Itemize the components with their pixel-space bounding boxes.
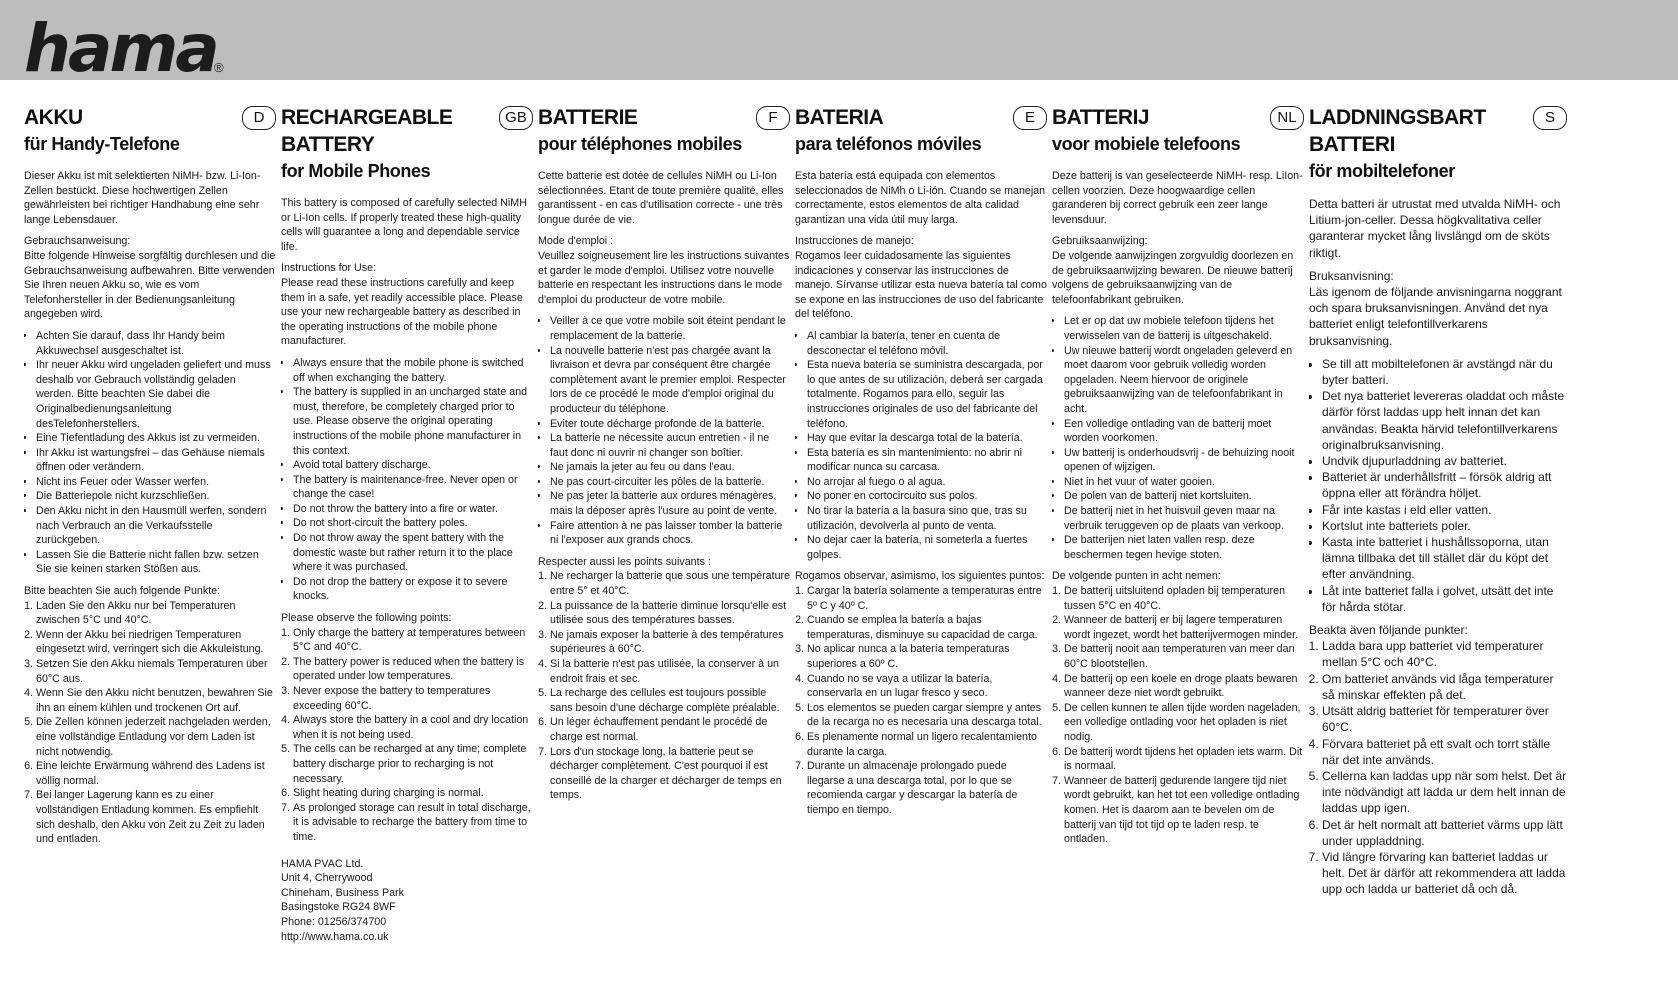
intro-paragraph: Esta batería está equipada con elementos seleccionados de NiMh o Li-ión. Cuando se manejan correctamente, estos elementos de alta calidad garantizan una vida útil muy larga. [795, 170, 1046, 226]
column-header [795, 104, 1047, 157]
language-code-badge: D [242, 106, 276, 130]
numbered-item: 3. Ne jamais exposer la batterie à des températures supérieures à 60°C. [550, 628, 790, 657]
bullet-item: • No dejar caer la batería, ni someterla a fuertes golpes. [807, 533, 1047, 562]
points-numbered-list [281, 626, 533, 845]
numbered-item: 5. La recharge des cellules est toujours possible sans besoin d'une décharge complète préalable. [550, 686, 790, 715]
bullet-item: • De batterijen niet laten vallen resp. deze beschermen tegen hevige stoten. [1064, 533, 1304, 562]
bullet-item: • Låt inte batteriet falla i golvet, utsätt det inte för hårda stötar. [1322, 583, 1567, 615]
bullet-item: • Lassen Sie die Batterie nicht fallen bzw. setzen Sie sie keinen starken Stößen aus. [36, 548, 276, 577]
intro-paragraph: Detta batteri är utrustat med utvalda NiMH- och Litium-jon-celler. Dessa högkvalitativa celler garanterar mycket lång livslängd om de sköts riktigt. [1309, 197, 1561, 260]
column-subtitle: pour téléphones mobiles [538, 134, 742, 154]
numbered-item: 4. De batterij op een koele en droge plaats bewaren wanneer deze niet wordt gebruikt. [1064, 672, 1304, 701]
numbered-item: 7. As prolonged storage can result in total discharge, it is advisable to recharge the battery from time to time. [293, 801, 533, 845]
column-swedish [1309, 104, 1567, 984]
address-line: Chineham, Business Park [281, 886, 404, 899]
hama-logo: hama [24, 10, 217, 87]
bullet-item: • Niet in het vuur of water gooien. [1064, 475, 1304, 490]
numbered-item: 3. Setzen Sie den Akku niemals Temperaturen über 60°C aus. [36, 657, 276, 686]
bullet-item: • Do not drop the battery or expose it to severe knocks. [293, 575, 533, 604]
usage-paragraph: Läs igenom de följande anvisningarna noggrant och spara bruksanvisningen. Använd det nya batteriet enligt telefontillverkarens bruksanvisning. [1309, 285, 1562, 348]
points-numbered-list [1052, 584, 1304, 847]
intro-paragraph: Deze batterij is van geselecteerde NiMH- resp. LiIon-cellen voorzien. Deze hoogwaardige cellen garanderen bij correct gebruik een zeer lange levensduur. [1052, 170, 1303, 226]
bullet-item: • La nouvelle batterie n'est pas chargée avant la livraison et devra par conséquent être chargée complètement avant le premier emploi. Respecter lors de ce procédé le mode d'emploi original du producteur du téléphone. [550, 344, 790, 417]
usage-heading: Mode d'emploi : [538, 235, 614, 248]
bullet-item: • Ne pas jeter la batterie aux ordures ménagères, mais la déposer après l'usure au point de vente. [550, 489, 790, 518]
column-subtitle: för mobiltelefoner [1309, 161, 1455, 181]
bullet-item: • Kortslut inte batteriets poler. [1322, 518, 1567, 534]
column-header [1052, 104, 1304, 157]
column-body [1309, 196, 1567, 898]
usage-paragraph: De volgende aanwijzingen zorgvuldig doorlezen en de gebruiksaanwijzing bewaren. De nieuwe batterij volgens de gebruiksaanwijzing van de telefoonfabrikant gebruiken. [1052, 249, 1294, 306]
numbered-item: 1. Ladda bara upp batteriet vid temperaturer mellan 5°C och 40°C. [1322, 638, 1567, 670]
numbered-item: 6. De batterij wordt tijdens het opladen iets warm. Dit is normaal. [1064, 745, 1304, 774]
usage-paragraph: Bitte folgende Hinweise sorgfältig durchlesen und die Gebrauchsanweisung aufbewahren. Bitte verwenden Sie Ihren neuen Akku so, wie es vom Telefonhersteller in der Bedienungsanleitung angegeben wird. [24, 249, 276, 321]
language-code-badge: S [1533, 106, 1567, 130]
points-heading: Respecter aussi les points suivants : [538, 555, 711, 568]
numbered-item: 6. Slight heating during charging is normal. [293, 786, 533, 801]
numbered-item: 6. Eine leichte Erwärmung während des Ladens ist völlig normal. [36, 759, 276, 788]
usage-paragraph: Veuillez soigneusement lire les instructions suivantes et garder le mode d'emploi. Utilisez votre nouvelle batterie en respectant les instructions dans le mode d'emploi du producteur de votre mobile. [538, 249, 790, 306]
column-english [281, 104, 533, 984]
bullet-item: • Eine Tiefentladung des Akkus ist zu vermeiden. [36, 431, 276, 446]
column-dutch [1052, 104, 1304, 984]
numbered-item: 2. Wanneer de batterij er bij lagere temperaturen wordt ingezet, wordt het batterijvermogen minder. [1064, 613, 1304, 642]
bullet-item: • Veiller à ce que votre mobile soit éteint pendant le remplacement de la batterie. [550, 314, 790, 343]
numbered-item: 1. De batterij uitsluitend opladen bij temperaturen tussen 5°C en 40°C. [1064, 584, 1304, 613]
column-body [281, 196, 533, 944]
numbered-item: 6. Es plenamente normal un ligero recalentamiento durante la carga. [807, 730, 1047, 759]
language-code-badge: F [756, 106, 790, 130]
numbered-item: 2. Cuando se emplea la batería a bajas temperaturas, disminuye su capacidad de carga. [807, 613, 1047, 642]
bullet-item: • Den Akku nicht in den Hausmüll werfen, sondern nach Verbrauch an die Verkaufsstelle zurückgeben. [36, 504, 276, 548]
column-german [24, 104, 276, 984]
bullet-item: • Do not throw the battery into a fire or water. [293, 502, 533, 517]
language-code-badge: E [1013, 106, 1047, 130]
points-heading: Beakta även följande punkter: [1309, 623, 1468, 638]
points-numbered-list [538, 569, 790, 803]
bullet-item: • Uw nieuwe batterij wordt ongeladen geleverd en moet daarom voor gebruik volledig worden opgeladen. Neem hiervoor de originele gebruiksaanwijzing van de telefoonfabrikant in acht. [1064, 344, 1304, 417]
column-body [538, 169, 790, 803]
bullet-item: • Får inte kastas i eld eller vatten. [1322, 502, 1567, 518]
column-subtitle: for Mobile Phones [281, 161, 431, 181]
points-numbered-list [24, 599, 276, 847]
bullet-item: • Se till att mobiltelefonen är avstängd när du byter batteri. [1322, 356, 1567, 388]
column-title: AKKU [24, 106, 83, 129]
address-line: http://www.hama.co.uk [281, 930, 389, 943]
column-french [538, 104, 790, 984]
usage-paragraph: Rogamos leer cuidadosamente las siguientes indicaciones y conservar las instrucciones de manejo. Sírvanse utilizar esta nueva batería tal como se expone en las instrucciones de uso del fabricante del teléfono. [795, 249, 1047, 321]
address-block [281, 857, 533, 945]
usage-heading: Gebruiksaanwijzing: [1052, 235, 1148, 248]
safety-bullet-list [281, 356, 533, 604]
points-numbered-list [1309, 638, 1567, 897]
header-band [0, 0, 1678, 80]
safety-bullet-list [24, 329, 276, 577]
column-header [1309, 104, 1567, 184]
bullet-item: • Achten Sie darauf, dass Ihr Handy beim Akkuwechsel ausgeschaltet ist. [36, 329, 276, 358]
usage-heading: Instructions for Use: [281, 262, 377, 275]
address-line: Phone: 01256/374700 [281, 915, 387, 928]
bullet-item: • Esta batería es sin mantenimiento: no abrir ni modificar nunca su carcasa. [807, 446, 1047, 475]
numbered-item: 5. Los elementos se pueden cargar siempre y antes de la recarga no es necesaria una descarga total. [807, 701, 1047, 730]
column-body [1052, 169, 1304, 847]
numbered-item: 4. Wenn Sie den Akku nicht benutzen, bewahren Sie ihn an einem kühlen und trockenen Ort auf. [36, 686, 276, 715]
bullet-item: • Al cambiar la batería, tener en cuenta de desconectar el teléfono móvil. [807, 329, 1047, 358]
column-body [795, 169, 1047, 818]
numbered-item: 1. Only charge the battery at temperatures between 5°C and 40°C. [293, 626, 533, 655]
column-title: BATERIA [795, 106, 884, 129]
numbered-item: 3. No aplicar nunca a la batería temperaturas superiores a 60º C. [807, 642, 1047, 671]
bullet-item: • Esta nueva batería se suministra descargada, por lo que antes de su utilización, deberá ser cargada totalmente. Rogamos para ello, seguir las instrucciones originales de uso del fabricante del teléfono. [807, 358, 1047, 431]
column-title: RECHARGEABLE BATTERY [281, 106, 453, 156]
bullet-item: • Batteriet är underhållsfritt – försök aldrig att öppna eller att förändra höljet. [1322, 469, 1567, 501]
safety-bullet-list [1309, 356, 1567, 615]
points-heading: Please observe the following points: [281, 612, 452, 625]
intro-paragraph: This battery is composed of carefully selected NiMH or Li-Ion cells. If properly treated these high-quality cells will guarantee a long and dependable service life. [281, 197, 527, 253]
numbered-item: 3. Utsätt aldrig batteriet för temperaturer över 60°C. [1322, 703, 1567, 735]
column-spanish [795, 104, 1047, 984]
safety-bullet-list [795, 329, 1047, 563]
points-heading: De volgende punten in acht nemen: [1052, 570, 1221, 583]
column-subtitle: für Handy-Telefone [24, 134, 180, 154]
bullet-item: • Faire attention à ne pas laisser tomber la batterie ni l'exposer aux grands chocs. [550, 519, 790, 548]
language-code-badge: NL [1270, 106, 1304, 130]
bullet-item: • La batterie ne nécessite aucun entretien - il ne faut donc ni ouvrir ni changer son boîtier. [550, 431, 790, 460]
numbered-item: 6. Un léger échauffement pendant le procédé de charge est normal. [550, 715, 790, 744]
column-header [538, 104, 790, 157]
numbered-item: 5. De cellen kunnen te allen tijde worden nageladen, een volledige ontlading voor het opladen is niet nodig. [1064, 701, 1304, 745]
bullet-item: • Ihr neuer Akku wird ungeladen geliefert und muss deshalb vor Gebrauch vollständig geladen werden. Bitte beachten Sie dabei die Originalbedienungsanleitung desTelefonherstellers. [36, 358, 276, 431]
numbered-item: 6. Det är helt normalt att batteriet värms upp lätt under uppladdning. [1322, 817, 1567, 849]
bullet-item: • Det nya batteriet levereras oladdat och måste därför först laddas upp helt innan det kan användas. Beakta härvid telefontillverkarens originalbruksanvisning. [1322, 388, 1567, 453]
numbered-item: 5. The cells can be recharged at any time; complete battery discharge prior to recharging is not necessary. [293, 742, 533, 786]
numbered-item: 1. Cargar la batería solamente a temperaturas entre 5º C y 40º C. [807, 584, 1047, 613]
language-code-badge: GB [499, 106, 533, 130]
bullet-item: • Uw batterij is onderhoudsvrij - de behuizing nooit openen of wijzigen. [1064, 446, 1304, 475]
usage-paragraph: Please read these instructions carefully and keep them in a safe, yet readily accessible place. Please use your new rechargeable battery as described in the operating instructions of the mobile phone manufacturer. [281, 276, 523, 348]
bullet-item: • Always ensure that the mobile phone is switched off when exchanging the battery. [293, 356, 533, 385]
bullet-item: • Nicht ins Feuer oder Wasser werfen. [36, 475, 276, 490]
bullet-item: • No tirar la batería a la basura sino que, tras su utilización, devolverla al punto de venta. [807, 504, 1047, 533]
numbered-item: 7. Lors d'un stockage long, la batterie peut se décharger complètement. C'est pourquoi il est conseillé de la charger et décharger de temps en temps. [550, 745, 790, 803]
safety-bullet-list [1052, 314, 1304, 562]
numbered-item: 7. Vid längre förvaring kan batteriet laddas ur helt. Det är därför att rekommendera att ladda upp och ladda ur batteriet då och då. [1322, 849, 1567, 898]
column-subtitle: para teléfonos móviles [795, 134, 982, 154]
usage-heading: Bruksanvisning: [1309, 268, 1394, 283]
bullet-item: • Ihr Akku ist wartungsfrei – das Gehäuse niemals öffnen oder verändern. [36, 446, 276, 475]
bullet-item: • Ne pas court-circuiter les pôles de la batterie. [550, 475, 790, 490]
column-subtitle: voor mobiele telefoons [1052, 134, 1241, 154]
bullet-item: • Do not short-circuit the battery poles. [293, 516, 533, 531]
bullet-item: • Undvik djupurladdning av batteriet. [1322, 453, 1567, 469]
numbered-item: 5. Cellerna kan laddas upp när som helst. Det är inte nödvändigt att ladda ur dem helt innan de laddas upp igen. [1322, 768, 1567, 817]
usage-heading: Gebrauchsanweisung: [24, 235, 131, 248]
column-header [281, 104, 533, 184]
numbered-item: 7. Bei langer Lagerung kann es zu einer vollständigen Entladung kommen. Es empfiehlt sich deshalb, den Akku von Zeit zu Zeit zu laden und entladen. [36, 788, 276, 846]
numbered-item: 2. The battery power is reduced when the battery is operated under low temperatures. [293, 655, 533, 684]
column-title: BATTERIJ [1052, 106, 1150, 129]
address-line: HAMA PVAC Ltd. [281, 857, 364, 870]
numbered-item: 4. Si la batterie n'est pas utilisée, la conserver à un endroit frais et sec. [550, 657, 790, 686]
points-heading: Bitte beachten Sie auch folgende Punkte: [24, 585, 221, 598]
numbered-item: 3. Never expose the battery to temperatures exceeding 60°C. [293, 684, 533, 713]
bullet-item: • Kasta inte batteriet i hushållssoporna, utan lämna tillbaka det till stället där du köpt det efter användning. [1322, 534, 1567, 583]
bullet-item: • Hay que evitar la descarga total de la batería. [807, 431, 1047, 446]
bullet-item: • No poner en cortocircuito sus polos. [807, 489, 1047, 504]
safety-bullet-list [538, 314, 790, 548]
bullet-item: • The battery is maintenance-free. Never open or change the case! [293, 473, 533, 502]
column-title: BATTERIE [538, 106, 638, 129]
bullet-item: • Let er op dat uw mobiele telefoon tijdens het verwisselen van de batterij is uitgeschakeld. [1064, 314, 1304, 343]
bullet-item: • Ne jamais la jeter au feu ou dans l'eau. [550, 460, 790, 475]
address-line: Basingstoke RG24 8WF [281, 901, 396, 914]
numbered-item: 2. Om batteriet används vid låga temperaturer så minskar effekten på det. [1322, 671, 1567, 703]
bullet-item: • De batterij niet in het huisvuil geven maar na verbruik teruggeven op de plaats van verkoop. [1064, 504, 1304, 533]
numbered-item: 4. Always store the battery in a cool and dry location when it is not being used. [293, 713, 533, 742]
numbered-item: 7. Wanneer de batterij gedurende langere tijd niet wordt gebruikt, kan het tot een volledige ontlading komen. Het is daarom aan te bevelen om de batterij van tijd tot tijd op te laden resp. te ontladen. [1064, 774, 1304, 847]
bullet-item: • De polen van de batterij niet kortsluiten. [1064, 489, 1304, 504]
intro-paragraph: Cette batterie est dotée de cellules NiMH ou Li-Ion sélectionnées. Etant de toute première qualité, elles garantissent - en cas d'utilisation correcte - une très longue durée de vie. [538, 170, 784, 226]
bullet-item: • No arrojar al fuego o al agua. [807, 475, 1047, 490]
numbered-item: 2. Wenn der Akku bei niedrigen Temperaturen eingesetzt wird, verringert sich die Akkuleistung. [36, 628, 276, 657]
numbered-item: 7. Durante un almacenaje prolongado puede llegarse a una descarga total, por lo que se recomienda cargar y descargar la batería de tiempo en tiempo. [807, 759, 1047, 817]
address-line: Unit 4, Cherrywood [281, 872, 373, 885]
numbered-item: 2. La puissance de la batterie diminue lorsqu'elle est utilisée sous des températures basses. [550, 599, 790, 628]
usage-heading: Instrucciones de manejo: [795, 235, 914, 248]
column-body [24, 169, 276, 847]
numbered-item: 5. Die Zellen können jederzeit nachgeladen werden, eine vollständige Entladung vor dem Laden ist nicht notwendig. [36, 715, 276, 759]
points-numbered-list [795, 584, 1047, 818]
points-heading: Rogamos observar, asimismo, los siguientes puntos: [795, 570, 1045, 583]
bullet-item: • Die Batteriepole nicht kurzschließen. [36, 489, 276, 504]
registered-mark: ® [214, 60, 224, 75]
numbered-item: 1. Laden Sie den Akku nur bei Temperaturen zwischen 5°C und 40°C. [36, 599, 276, 628]
bullet-item: • Avoid total battery discharge. [293, 458, 533, 473]
column-header [24, 104, 276, 157]
numbered-item: 1. Ne recharger la batterie que sous une température entre 5° et 40°C. [550, 569, 790, 598]
intro-paragraph: Dieser Akku ist mit selektierten NiMH- bzw. Li-Ion-Zellen bestückt. Diese hochwertigen Zellen gewährleisten bei richtiger Handhabung eine sehr lange Lebensdauer. [24, 170, 261, 226]
bullet-item: • Een volledige ontlading van de batterij moet worden voorkomen. [1064, 417, 1304, 446]
numbered-item: 4. Cuando no se vaya a utilizar la batería, conservarla en un lugar fresco y seco. [807, 672, 1047, 701]
numbered-item: 3. De batterij nooit aan temperaturen van meer dan 60°C blootstellen. [1064, 642, 1304, 671]
bullet-item: • The battery is supplied in an uncharged state and must, therefore, be completely charged prior to use. Please observe the original operating instructions of the mobile phone manufacturer in this context. [293, 385, 533, 458]
bullet-item: • Do not throw away the spent battery with the domestic waste but rather return it to the place where it was purchased. [293, 531, 533, 575]
numbered-item: 4. Förvara batteriet på ett svalt och torrt ställe när det inte används. [1322, 736, 1567, 768]
bullet-item: • Eviter toute décharge profonde de la batterie. [550, 417, 790, 432]
column-title: LADDNINGSBART BATTERI [1309, 106, 1486, 156]
